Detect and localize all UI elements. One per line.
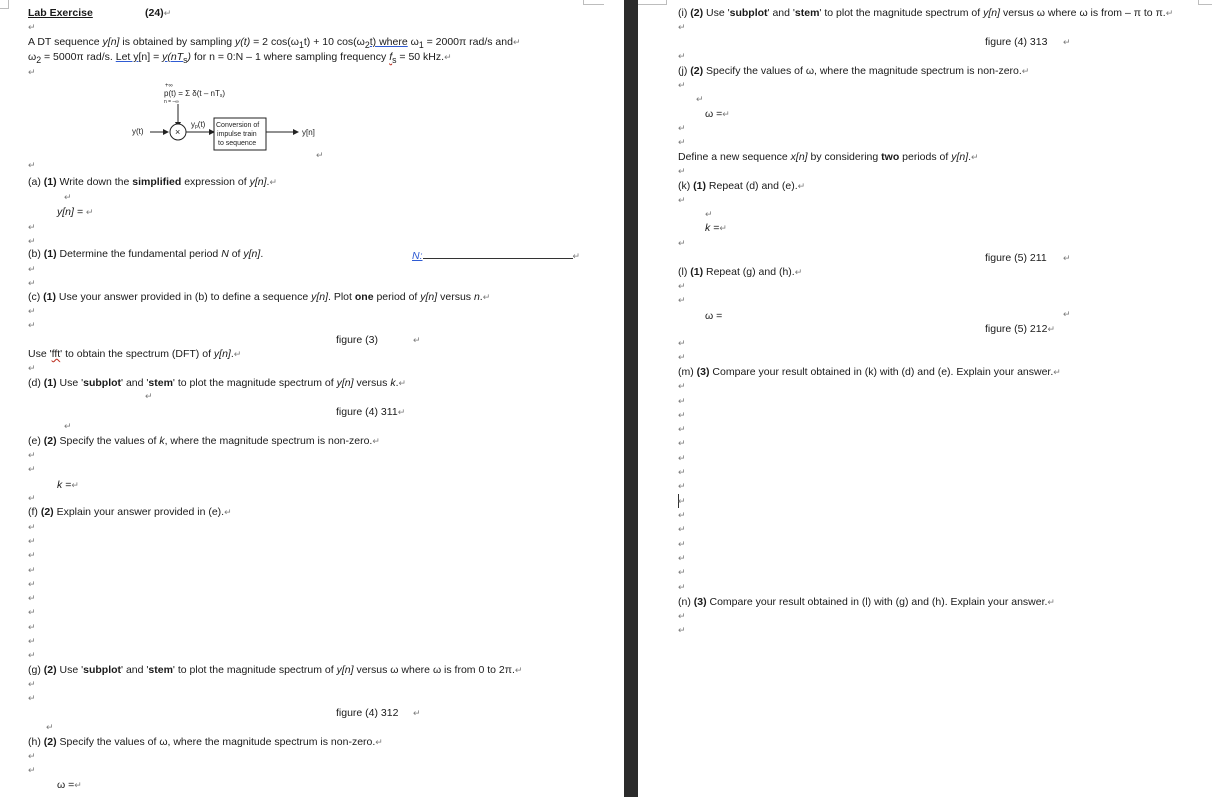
paragraph-mark: ↵ — [64, 421, 72, 431]
question-label: (l) — [678, 266, 691, 278]
question-text: . Plot — [328, 291, 355, 303]
paragraph-mark: ↵ — [28, 493, 36, 503]
question-var: y[n] — [311, 291, 329, 303]
question-var: k — [390, 377, 396, 389]
answer-h — [57, 779, 82, 792]
paragraph-mark: ↵ — [678, 539, 686, 549]
paragraph-mark: ↵ — [482, 292, 491, 302]
question-var: y[n] — [336, 377, 354, 389]
paragraph-mark: ↵ — [971, 152, 979, 162]
paragraph-mark: ↵ — [28, 278, 36, 288]
output-signal-label: y[n] — [302, 128, 315, 137]
figure-3-placeholder — [336, 334, 378, 346]
paragraph-mark: ↵ — [316, 150, 324, 160]
question-text: Explain your answer provided in (e). — [53, 506, 225, 518]
lab-total-marks: (24) — [145, 7, 164, 19]
intro-var: f — [389, 51, 393, 63]
paragraph-mark: ↵ — [413, 708, 421, 718]
sampled-signal-label — [191, 120, 206, 130]
right-page — [638, 0, 1212, 797]
conversion-line-2: impulse train — [217, 131, 257, 138]
paragraph-mark: ↵ — [397, 407, 406, 417]
question-var: N — [221, 248, 229, 260]
question-label: (e) — [28, 435, 44, 447]
paragraph-mark: ↵ — [512, 37, 521, 47]
question-label: (g) — [28, 664, 44, 676]
question-keyword: stem — [148, 664, 173, 676]
question-keyword: subplot — [83, 377, 122, 389]
paragraph-mark: ↵ — [1063, 253, 1071, 263]
paragraph-mark: ↵ — [678, 438, 686, 448]
subscript: s — [392, 55, 397, 66]
paragraph-mark: ↵ — [64, 192, 72, 202]
intro-var: ) — [187, 51, 192, 63]
question-text: Compare your result obtained in (l) with (g) and (h). Explain your answer. — [706, 596, 1048, 608]
paragraph-mark: ↵ — [1047, 597, 1055, 607]
question-label: (k) — [678, 180, 694, 192]
paragraph-mark: ↵ — [678, 424, 686, 434]
intro-var: y[n] — [102, 36, 120, 48]
paragraph-mark: ↵ — [28, 236, 36, 246]
question-label: (f) — [28, 506, 41, 518]
question-keyword: stem — [794, 7, 820, 19]
question-j — [678, 65, 1029, 78]
answer-field-a[interactable]: y[n] = — [57, 206, 86, 218]
paragraph-mark: ↵ — [233, 349, 242, 359]
paragraph-mark: ↵ — [678, 510, 686, 520]
figure-4-312-placeholder — [336, 707, 398, 719]
question-label: (d) — [28, 377, 44, 389]
intro-text: A DT sequence — [28, 36, 103, 48]
question-marks: (1) — [43, 248, 57, 260]
paragraph-mark: ↵ — [678, 611, 686, 621]
paragraph-mark: ↵ — [28, 593, 36, 603]
question-label: (b) — [28, 248, 44, 260]
question-n — [678, 596, 1055, 609]
question-text: versus ω where ω is from 0 to 2π. — [353, 664, 515, 676]
conversion-line-1: Conversion of — [216, 122, 260, 129]
paragraph-mark: ↵ — [375, 737, 383, 747]
paragraph-mark: ↵ — [28, 320, 36, 330]
paragraph-mark: ↵ — [678, 123, 686, 133]
paragraph-mark: ↵ — [514, 665, 523, 675]
figure-5-211-placeholder — [985, 252, 1047, 264]
paragraph-mark: ↵ — [1053, 367, 1061, 377]
instruction-text: ' to obtain the spectrum (DFT) of — [60, 348, 214, 360]
question-var: y[n] — [420, 291, 438, 303]
paragraph-mark: ↵ — [678, 524, 686, 534]
figure-caption: figure (5) 212 — [985, 323, 1048, 335]
paragraph-mark: ↵ — [678, 567, 686, 577]
instruction-text: by considering — [807, 151, 882, 163]
paragraph-mark: ↵ — [722, 109, 730, 119]
answer-field-j[interactable]: ω = — [705, 108, 723, 120]
conversion-line-3: to sequence — [218, 140, 257, 147]
paragraph-mark: ↵ — [269, 177, 277, 187]
sum-lower-limit: n = –∞ — [164, 99, 179, 105]
answer-e — [57, 479, 79, 492]
instruction-text: . — [968, 151, 972, 163]
question-marks: (1) — [43, 291, 57, 303]
question-marks: (2) — [43, 736, 57, 748]
paragraph-mark: ↵ — [28, 522, 36, 532]
intro-var: y(t) — [235, 36, 251, 48]
intro-text: t) + 10 cos(ω — [303, 36, 365, 48]
question-text: , where the magnitude spectrum is non-zero. — [164, 435, 373, 447]
sampling-diagram — [128, 82, 328, 156]
question-text: Repeat (d) and (e). — [706, 180, 798, 192]
question-marks: (2) — [43, 664, 57, 676]
paragraph-mark: ↵ — [678, 295, 686, 305]
intro-line-2 — [28, 51, 452, 67]
paragraph-mark: ↵ — [28, 264, 36, 274]
figure-caption: figure (4) 311 — [336, 406, 398, 418]
paragraph-mark: ↵ — [678, 51, 686, 61]
question-var: k — [159, 435, 165, 447]
paragraph-mark: ↵ — [444, 52, 452, 62]
paragraph-mark: ↵ — [71, 480, 79, 490]
question-text: versus ω where ω is from – π to π. — [1000, 7, 1166, 19]
subscript: 2 — [364, 40, 370, 51]
intro-text: Let y — [115, 51, 139, 63]
paragraph-mark: ↵ — [28, 160, 36, 170]
question-marks: (1) — [690, 266, 704, 278]
answer-blank-b[interactable] — [423, 248, 573, 259]
question-label: (n) — [678, 596, 694, 608]
paragraph-mark: ↵ — [678, 195, 686, 205]
paragraph-mark: ↵ — [678, 137, 686, 147]
question-keyword: stem — [148, 377, 173, 389]
paragraph-mark: ↵ — [696, 94, 704, 104]
question-text: Use ' — [56, 377, 84, 389]
subscript: 1 — [298, 40, 304, 51]
question-keyword: subplot — [83, 664, 122, 676]
question-text: . — [266, 176, 270, 188]
subscript: s — [183, 55, 188, 66]
paragraph-mark: ↵ — [678, 22, 686, 32]
paragraph-mark: ↵ — [28, 536, 36, 546]
answer-l — [705, 310, 722, 323]
question-marks: (2) — [690, 7, 704, 19]
question-m — [678, 366, 1061, 379]
question-text: ' to plot the magnitude spectrum of — [172, 377, 337, 389]
paragraph-mark: ↵ — [678, 453, 686, 463]
answer-b — [412, 248, 580, 263]
input-signal-label: y(t) — [132, 127, 144, 136]
figure-4-311-placeholder — [336, 406, 405, 418]
paragraph-mark: ↵ — [572, 251, 581, 261]
paragraph-mark: ↵ — [678, 166, 686, 176]
instruction-var: y[n] — [951, 151, 969, 163]
paragraph-mark: ↵ — [1063, 37, 1071, 47]
paragraph-mark: ↵ — [28, 306, 36, 316]
lab-title: Lab Exercise — [28, 7, 93, 19]
intro-text: is obtained by sampling — [119, 36, 236, 48]
question-text: ' and ' — [121, 664, 149, 676]
paragraph-mark: ↵ — [224, 507, 232, 517]
paragraph-mark: ↵ — [28, 636, 36, 646]
question-text: ' to plot the magnitude spectrum of — [819, 7, 984, 19]
question-text: expression of — [181, 176, 250, 188]
question-text: Use your answer provided in (b) to define a sequence — [56, 291, 312, 303]
question-var: y[n] — [243, 248, 261, 260]
page-corner-mark — [583, 0, 604, 5]
paragraph-mark: ↵ — [74, 780, 82, 790]
question-text: period of — [373, 291, 421, 303]
question-var: y[n] — [249, 176, 267, 188]
paragraph-mark: ↵ — [28, 464, 36, 474]
question-var: y[n] — [336, 664, 354, 676]
intro-text: ω — [28, 51, 37, 63]
paragraph-mark: ↵ — [705, 209, 713, 219]
question-text: Determine the fundamental period — [56, 248, 222, 260]
intro-text: = 2 cos(ω — [250, 36, 299, 48]
paragraph-mark: ↵ — [678, 625, 686, 635]
instruction-var: x[n] — [790, 151, 808, 163]
intro-var: y(nT — [162, 51, 184, 63]
paragraph-mark: ↵ — [85, 207, 94, 217]
question-text: Specify the values of ω, where the magnitude spectrum is non-zero. — [703, 65, 1022, 77]
question-text: of — [228, 248, 244, 260]
answer-field-e[interactable]: k = — [57, 479, 72, 491]
figure-caption: figure (5) 211 — [985, 252, 1047, 264]
sum-upper-limit: +∞ — [165, 83, 173, 89]
paragraph-mark: ↵ — [678, 582, 686, 592]
fft-instruction — [28, 348, 241, 361]
answer-j — [705, 108, 730, 121]
paragraph-mark: ↵ — [28, 607, 36, 617]
question-i — [678, 7, 1173, 20]
paragraph-mark: ↵ — [28, 550, 36, 560]
sampled-y: y — [191, 120, 195, 129]
figure-4-313-placeholder — [985, 36, 1047, 48]
paragraph-mark: ↵ — [28, 22, 36, 32]
paragraph-mark: ↵ — [678, 281, 686, 291]
figure-caption: figure (3) — [336, 334, 379, 346]
paragraph-mark: ↵ — [1165, 8, 1174, 18]
paragraph-mark: ↵ — [678, 467, 686, 477]
question-label: (i) — [678, 7, 691, 19]
instruction-emphasis: two — [881, 151, 900, 163]
question-text: ' to plot the magnitude spectrum of — [172, 664, 337, 676]
paragraph-mark: ↵ — [28, 565, 36, 575]
paragraph-mark: ↵ — [28, 693, 36, 703]
multiplier-symbol: × — [175, 127, 181, 137]
figure-5-212-placeholder — [985, 323, 1055, 335]
instruction-var: y[n] — [213, 348, 231, 360]
paragraph-mark: ↵ — [28, 751, 36, 761]
paragraph-mark: ↵ — [413, 335, 421, 345]
define-sequence-line — [678, 151, 979, 164]
intro-text: = 5000π rad/s. — [41, 51, 116, 63]
question-label: (h) — [28, 736, 44, 748]
paragraph-mark: ↵ — [28, 222, 36, 232]
question-text: Write down the — [56, 176, 133, 188]
paragraph-mark: ↵ — [678, 496, 686, 506]
instruction-text: Define a new sequence — [678, 151, 791, 163]
instruction-text: Use ' — [28, 348, 52, 360]
paragraph-mark: ↵ — [28, 450, 36, 460]
paragraph-mark: ↵ — [678, 410, 686, 420]
paragraph-mark: ↵ — [797, 181, 806, 191]
intro-text: = 50 kHz. — [396, 51, 445, 63]
question-marks: (2) — [40, 506, 54, 518]
paragraph-mark: ↵ — [678, 352, 686, 362]
intro-text: for n = 0:N – 1 where sampling frequency — [191, 51, 390, 63]
figure-caption: figure (4) 313 — [985, 36, 1048, 48]
question-emphasis: simplified — [132, 176, 182, 188]
question-d — [28, 377, 406, 390]
paragraph-mark: ↵ — [28, 67, 36, 77]
paragraph-mark: ↵ — [28, 679, 36, 689]
page-corner-mark — [1198, 0, 1212, 5]
pulse-train-close: ) — [222, 89, 226, 98]
question-marks: (3) — [693, 596, 707, 608]
left-page — [0, 0, 604, 797]
answer-field-l[interactable]: ω = — [705, 310, 723, 322]
subscript: 2 — [36, 55, 42, 66]
question-h — [28, 736, 383, 749]
question-e — [28, 435, 380, 448]
question-text: . — [395, 377, 399, 389]
question-text: . — [260, 248, 264, 260]
paragraph-mark: ↵ — [28, 765, 36, 775]
question-k — [678, 180, 805, 193]
paragraph-mark: ↵ — [28, 579, 36, 589]
question-text: Use ' — [56, 664, 84, 676]
question-marks: (1) — [43, 176, 57, 188]
page-separator — [624, 0, 638, 797]
question-marks: (2) — [690, 65, 704, 77]
intro-text: = 2000π rad/s and — [423, 36, 513, 48]
paragraph-mark: ↵ — [678, 396, 686, 406]
question-label: (a) — [28, 176, 44, 188]
question-text: Specify the values of — [56, 435, 160, 447]
paragraph-mark: ↵ — [719, 223, 727, 233]
intro-text: [n] = — [138, 51, 163, 63]
paragraph-mark: ↵ — [28, 363, 36, 373]
pulse-train-text: p(t) = Σ δ(t – nT — [164, 89, 220, 98]
question-text: Repeat (g) and (h). — [703, 266, 795, 278]
instruction-text: . — [230, 348, 234, 360]
question-text: Use ' — [703, 7, 730, 19]
paragraph-mark: ↵ — [678, 338, 686, 348]
question-g — [28, 664, 522, 677]
paragraph-mark: ↵ — [678, 381, 686, 391]
question-text: Compare your result obtained in (k) with (d) and (e). Explain your answer. — [709, 366, 1054, 378]
question-a — [28, 176, 277, 189]
paragraph-mark: ↵ — [46, 722, 54, 732]
lab-title-line — [28, 7, 93, 20]
subscript: p — [195, 124, 198, 130]
paragraph-mark: ↵ — [678, 238, 686, 248]
question-label: (j) — [678, 65, 691, 77]
question-var: y[n] — [983, 7, 1001, 19]
answer-label-b: N: — [412, 250, 423, 262]
sampled-arg: (t) — [197, 120, 206, 129]
answer-k — [705, 222, 727, 235]
question-marks: (1) — [693, 180, 707, 192]
question-text: ' and ' — [767, 7, 795, 19]
intro-text: ω — [407, 36, 419, 48]
paragraph-mark: ↵ — [1021, 66, 1030, 76]
subscript: s — [219, 93, 223, 99]
page-corner-mark — [0, 0, 9, 9]
pulse-train-label — [164, 89, 225, 99]
answer-field-h[interactable]: ω = — [57, 779, 75, 791]
question-text: ' and ' — [121, 377, 149, 389]
instruction-keyword: fft — [51, 348, 61, 360]
question-label: (m) — [678, 366, 697, 378]
paragraph-mark: ↵ — [163, 8, 172, 18]
paragraph-mark: ↵ — [1063, 309, 1071, 319]
paragraph-mark: ↵ — [678, 553, 686, 563]
paragraph-mark: ↵ — [372, 436, 380, 446]
question-emphasis: one — [354, 291, 374, 303]
question-var: n — [473, 291, 480, 303]
paragraph-mark: ↵ — [678, 80, 686, 90]
question-marks: (2) — [43, 435, 57, 447]
question-text: . — [479, 291, 483, 303]
intro-line-1 — [28, 36, 521, 52]
question-marks: (3) — [696, 366, 710, 378]
instruction-text: periods of — [899, 151, 952, 163]
paragraph-mark: ↵ — [145, 391, 153, 401]
question-f — [28, 506, 232, 519]
paragraph-mark: ↵ — [28, 650, 36, 660]
lab-marks-line — [145, 7, 171, 20]
question-text: versus — [437, 291, 474, 303]
intro-text: t) where — [369, 36, 408, 48]
question-keyword: subplot — [729, 7, 768, 19]
page-corner-mark — [638, 0, 667, 5]
question-marks: (1) — [43, 377, 57, 389]
question-c — [28, 291, 490, 304]
question-text: versus — [353, 377, 391, 389]
question-l — [678, 266, 802, 279]
question-b — [28, 248, 263, 261]
paragraph-mark: ↵ — [678, 481, 686, 491]
figure-caption: figure (4) 312 — [336, 707, 399, 719]
answer-field-k[interactable]: k = — [705, 222, 720, 234]
question-text: Specify the values of ω, where the magnitude spectrum is non-zero. — [56, 736, 376, 748]
subscript: 1 — [418, 40, 424, 51]
paragraph-mark: ↵ — [1047, 324, 1055, 334]
paragraph-mark: ↵ — [398, 378, 407, 388]
paragraph-mark: ↵ — [28, 622, 36, 632]
answer-a — [57, 206, 93, 219]
question-label: (c) — [28, 291, 44, 303]
paragraph-mark: ↵ — [794, 267, 803, 277]
